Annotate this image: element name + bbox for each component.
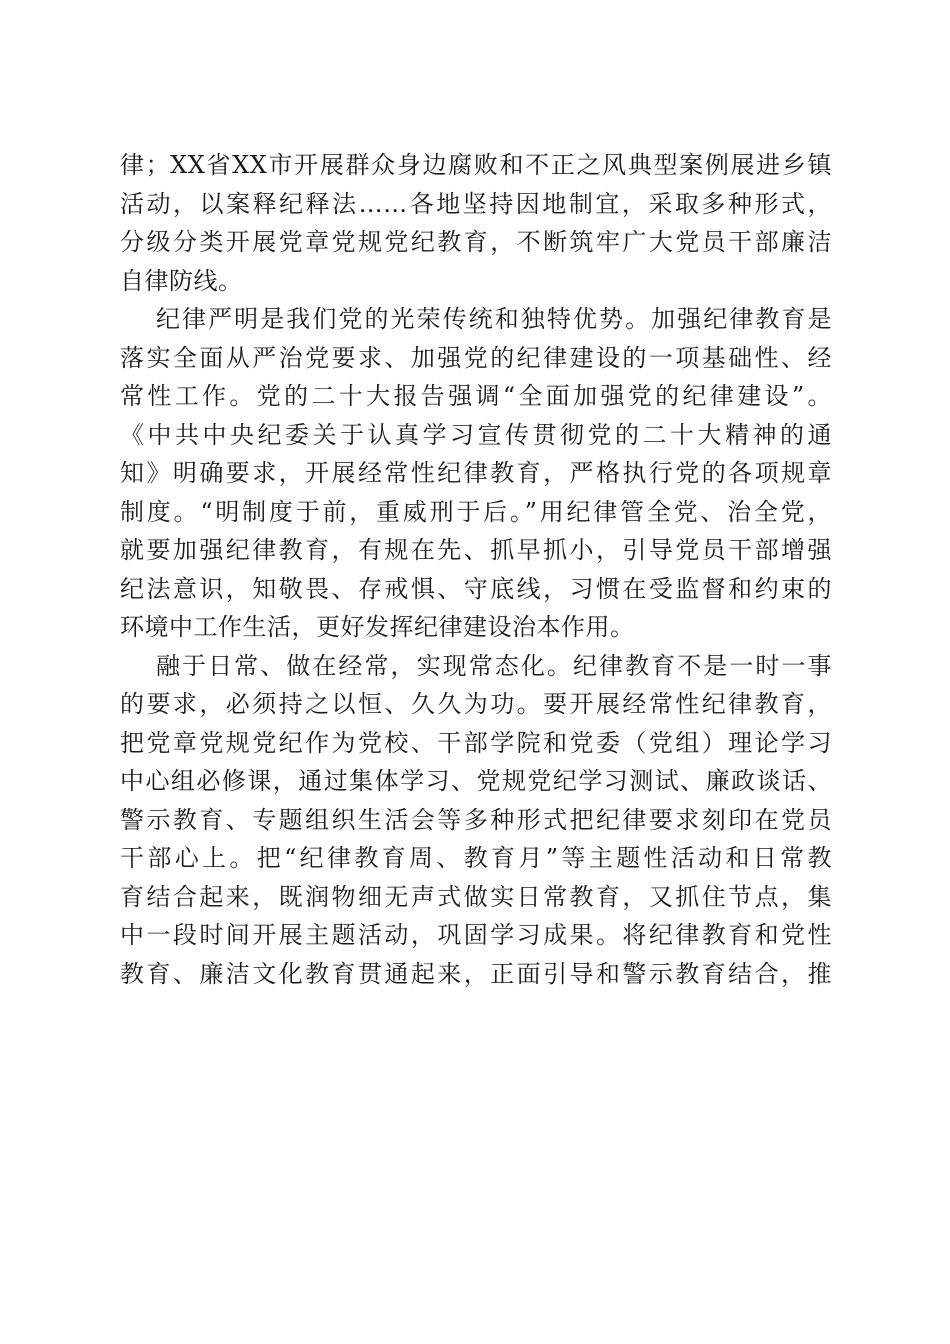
text-line: 融于日常、做在经常，实现常态化。纪律教育不是一时一事 bbox=[156, 651, 832, 680]
text-line: 环境中工作生活，更好发挥纪律建设治本作用。 bbox=[120, 613, 635, 641]
text-line: 知》明确要求，开展经常性纪律教育，严格执行党的各项规章 bbox=[120, 459, 832, 487]
text-line: 制度。“明制度于前，重威刑于后。”用纪律管全党、治全党， bbox=[120, 497, 832, 526]
text-line: 教育、廉洁文化教育贯通起来，正面引导和警示教育结合，推 bbox=[120, 959, 832, 988]
paragraph-3 bbox=[120, 647, 832, 994]
text-line: 就要加强纪律教育，有规在先、抓早抓小，引导党员干部增强 bbox=[120, 536, 832, 564]
text-line: 落实全面从严治党要求、加强党的纪律建设的一项基础性、经 bbox=[120, 343, 832, 372]
text-line: 育结合起来，既润物细无声式做实日常教育，又抓住节点，集 bbox=[120, 882, 832, 911]
text-line: 干部心上。把“纪律教育周、教育月”等主题性活动和日常教 bbox=[120, 844, 832, 872]
text-line: 分级分类开展党章党规党纪教育，不断筑牢广大党员干部廉洁 bbox=[120, 228, 832, 256]
paragraph-2 bbox=[120, 300, 832, 647]
text-line: 常性工作。党的二十大报告强调“全面加强党的纪律建设”。 bbox=[120, 382, 832, 410]
text-line: 律；XX省XX市开展群众身边腐败和不正之风典型案例展进乡镇 bbox=[120, 151, 832, 179]
text-line: 纪法意识，知敬畏、存戒惧、守底线，习惯在受监督和约束的 bbox=[120, 574, 832, 603]
text-line: 中心组必修课，通过集体学习、党规党纪学习测试、廉政谈话、 bbox=[120, 767, 832, 795]
text-line: 警示教育、专题组织生活会等多种形式把纪律要求刻印在党员 bbox=[120, 805, 832, 834]
text-line: 自律防线。 bbox=[120, 266, 243, 295]
text-line: 把党章党规党纪作为党校、干部学院和党委（党组）理论学习 bbox=[120, 728, 832, 757]
paragraph-1 bbox=[120, 146, 832, 300]
text-line: 的要求，必须持之以恒、久久为功。要开展经常性纪律教育， bbox=[120, 690, 832, 718]
text-line: 活动，以案释纪释法……各地坚持因地制宜，采取多种形式， bbox=[120, 189, 832, 218]
document-body bbox=[120, 146, 832, 993]
text-line: 《中共中央纪委关于认真学习宣传贯彻党的二十大精神的通 bbox=[120, 420, 832, 449]
text-line: 纪律严明是我们党的光荣传统和独特优势。加强纪律教育是 bbox=[156, 305, 832, 333]
text-line: 中一段时间开展主题活动，巩固学习成果。将纪律教育和党性 bbox=[120, 921, 832, 949]
